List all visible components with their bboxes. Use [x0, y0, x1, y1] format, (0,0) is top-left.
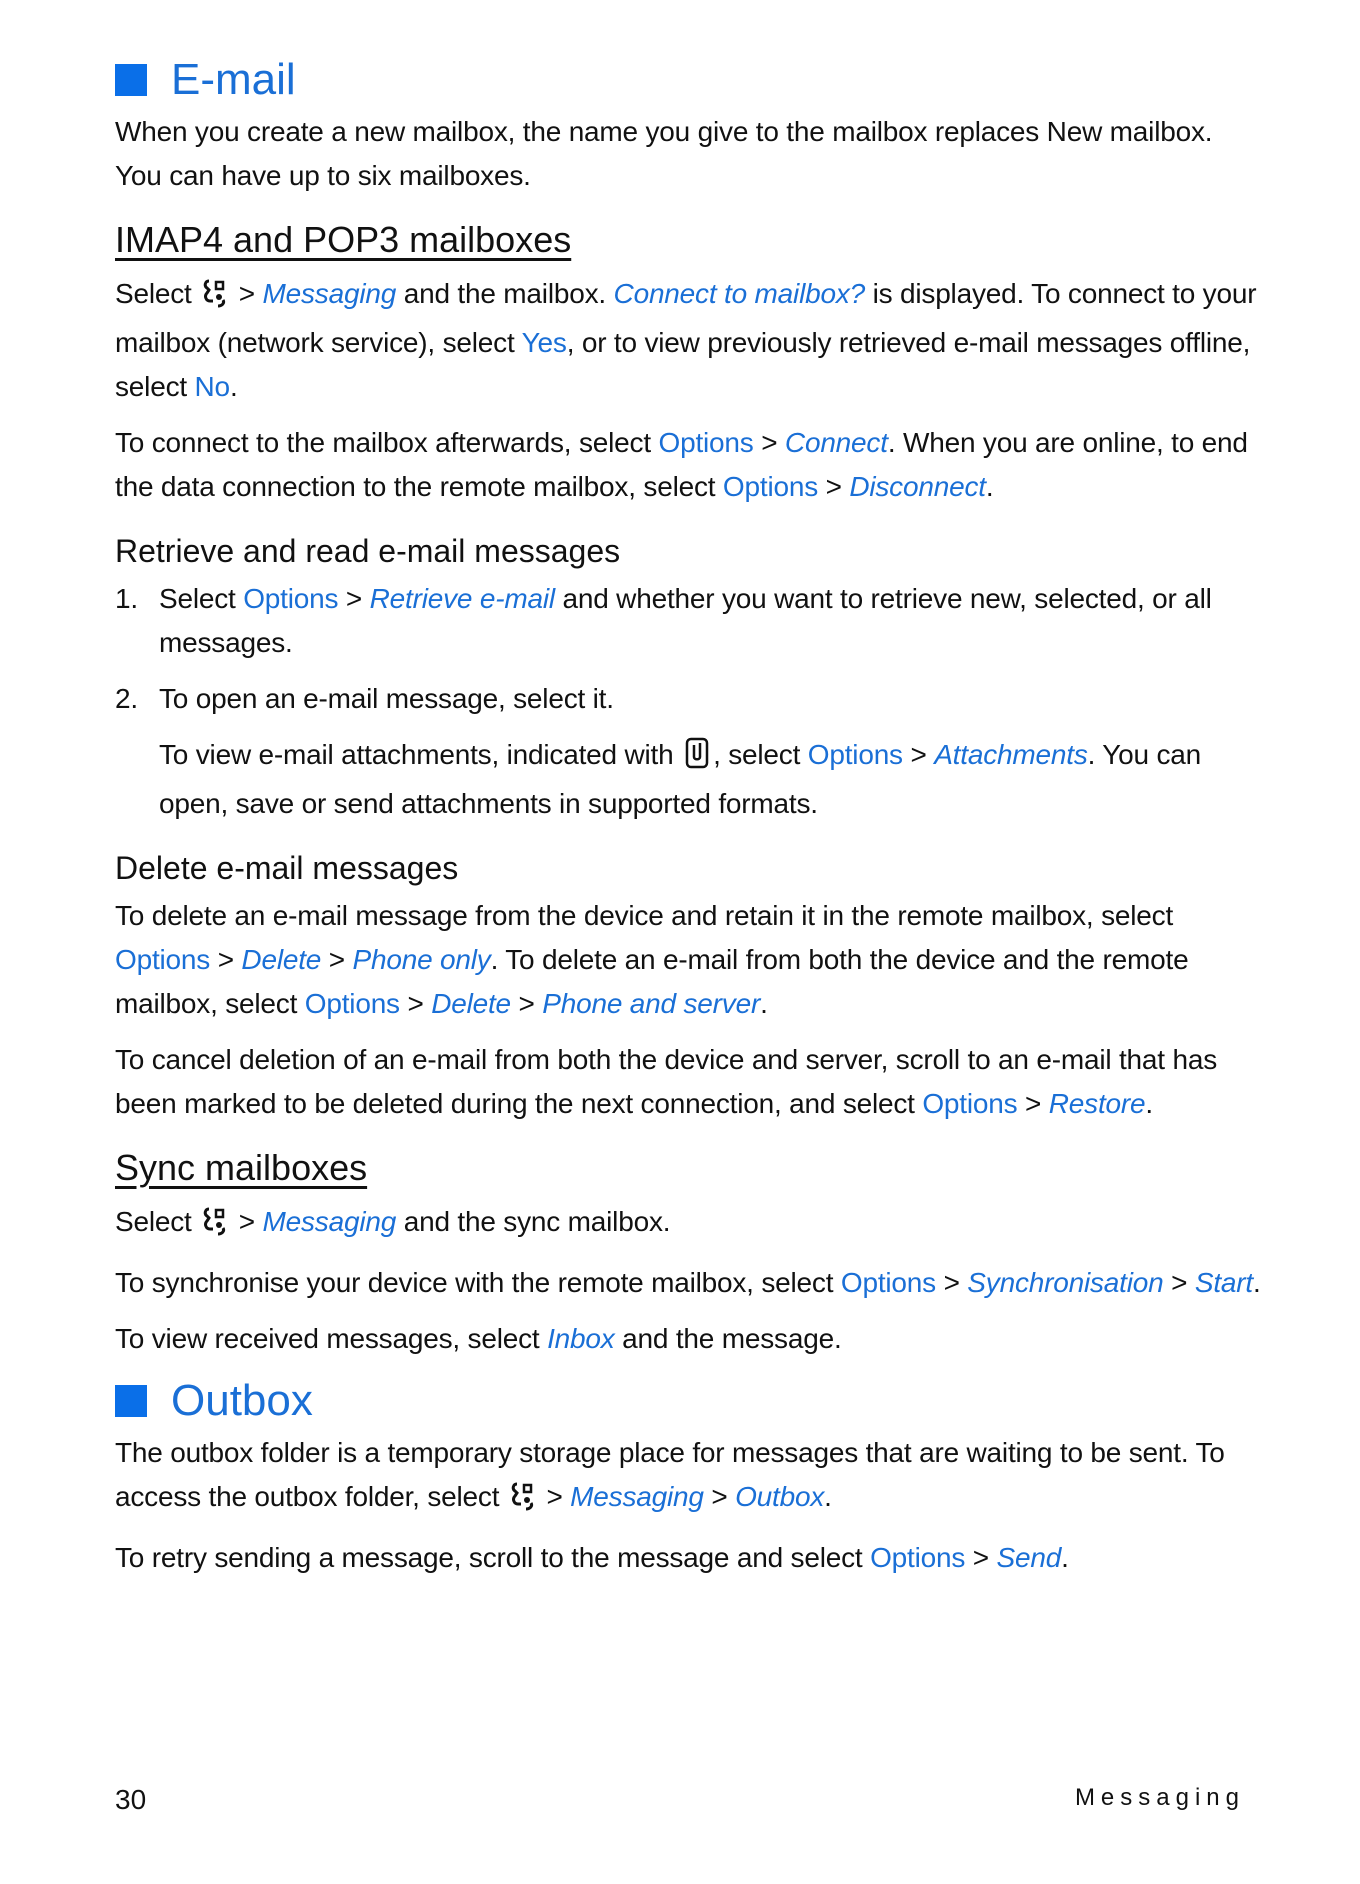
text-run: . You can open, save or send attachments in supported formats. — [159, 739, 1202, 819]
text-run: > — [338, 583, 370, 614]
ui-label: Options — [807, 739, 903, 770]
list-item — [115, 677, 1265, 721]
subheading: Delete e-mail messages — [115, 850, 459, 886]
section-heading — [115, 52, 1265, 108]
ui-label: Options — [304, 988, 400, 1019]
document-page — [115, 52, 1265, 1592]
text-run: To view received messages, select — [115, 1323, 548, 1354]
text-run: Select — [115, 278, 200, 309]
text-run: Select — [159, 583, 244, 614]
ui-label: Options — [922, 1088, 1018, 1119]
paragraph — [159, 733, 1265, 826]
paragraph — [115, 894, 1265, 1026]
menu-path-item: Connect to mailbox? — [613, 278, 866, 309]
paragraph — [115, 1317, 1265, 1361]
section-heading — [115, 1373, 1265, 1429]
subheading: Retrieve and read e-mail messages — [115, 533, 621, 569]
text-run: To connect to the mailbox afterwards, select — [115, 427, 659, 458]
paragraph — [115, 110, 1265, 198]
text-run: > — [703, 1481, 736, 1512]
list-item — [115, 577, 1265, 665]
heading-bullet-icon — [115, 1385, 147, 1417]
text-run: . — [824, 1481, 832, 1512]
text-run: > — [510, 988, 543, 1019]
text-run: is displayed. To connect to your mailbox (network service), select — [115, 278, 1257, 358]
text-run: To view e-mail attachments, indicated with — [159, 739, 682, 770]
text-run: , select — [713, 739, 808, 770]
text-run: > — [902, 739, 935, 770]
menu-path-item: Delete — [431, 988, 511, 1019]
text-run: and the mailbox. — [396, 278, 614, 309]
text-run: , or to view previously retrieved e-mail messages offline, select — [115, 327, 1251, 402]
ui-label: Options — [722, 471, 819, 502]
paragraph — [115, 1536, 1265, 1580]
text-run: . — [760, 988, 768, 1019]
menu-path-item: Messaging — [570, 1481, 704, 1512]
menu-path-item: Inbox — [547, 1323, 615, 1354]
paperclip-icon — [685, 737, 709, 782]
text-run: > — [231, 1206, 263, 1237]
text-run: > — [965, 1542, 997, 1573]
text-run: > — [210, 944, 242, 975]
menu-path-item: Disconnect — [849, 471, 986, 502]
text-run: and whether you want to retrieve new, selected, or all messages. — [159, 583, 1212, 658]
text-run: > — [753, 427, 785, 458]
ui-label: Options — [115, 944, 211, 975]
menu-key-icon — [511, 1480, 535, 1524]
menu-path-item: Synchronisation — [967, 1267, 1164, 1298]
section-name: Messaging — [1074, 1784, 1245, 1811]
menu-path-item: Phone and server — [542, 988, 761, 1019]
text-run: > — [538, 1481, 571, 1512]
menu-path-item: Connect — [784, 427, 888, 458]
list-number: 1. — [115, 583, 138, 614]
heading-text: E-mail — [171, 55, 296, 104]
menu-path-item: Start — [1194, 1267, 1253, 1298]
text-run: . To delete an e-mail from both the device and the remote mailbox, select — [115, 944, 1189, 1019]
menu-path-item: Messaging — [262, 1206, 397, 1237]
text-run: > — [935, 1267, 968, 1298]
text-run: > — [231, 278, 263, 309]
list-item-text — [159, 577, 1265, 665]
list-item-text — [159, 677, 614, 721]
text-run: . — [1145, 1088, 1154, 1119]
page-number: 30 — [115, 1784, 147, 1815]
text-run: > — [1163, 1267, 1195, 1298]
ui-label: Options — [840, 1267, 936, 1298]
paragraph — [115, 1261, 1265, 1305]
paragraph — [115, 1431, 1265, 1524]
menu-key-icon — [203, 1205, 227, 1249]
text-run: To cancel deletion of an e-mail from both the device and server, scroll to an e-mail that has been marked to be deleted during the next connection, and select — [115, 1044, 1217, 1119]
text-run: To open an e-mail message, select it. — [159, 683, 614, 714]
ui-label: Options — [658, 427, 754, 458]
ui-label: Yes — [521, 327, 567, 358]
text-run: When you create a new mailbox, the name you give to the mailbox replaces New mailbox. You can have up to six mailboxes. — [115, 116, 1213, 191]
paragraph — [115, 272, 1265, 409]
text-run: To retry sending a message, scroll to the message and select — [115, 1542, 871, 1573]
paragraph — [115, 1200, 1265, 1249]
menu-path-item: Attachments — [934, 739, 1088, 770]
text-run: > — [321, 944, 353, 975]
text-run: . — [1252, 1267, 1261, 1298]
text-run: . When you are online, to end the data connection to the remote mailbox, select — [115, 427, 1248, 502]
paragraph — [115, 1038, 1265, 1126]
heading-bullet-icon — [115, 64, 147, 96]
heading-text: Outbox — [171, 1376, 313, 1425]
menu-path-item: Phone only — [352, 944, 491, 975]
list-number: 2. — [115, 683, 138, 714]
text-run: > — [818, 471, 850, 502]
ui-label: Options — [870, 1542, 966, 1573]
ui-label: Options — [243, 583, 339, 614]
text-run: . — [985, 471, 994, 502]
text-run: and the message. — [614, 1323, 842, 1354]
text-run: > — [399, 988, 432, 1019]
menu-path-item: Send — [996, 1542, 1062, 1573]
text-run: . — [1061, 1542, 1069, 1573]
paragraph — [115, 421, 1265, 509]
menu-path-item: Restore — [1048, 1088, 1146, 1119]
text-run: > — [1017, 1088, 1049, 1119]
text-run: To delete an e-mail message from the device and retain it in the remote mailbox, select — [115, 900, 1174, 931]
text-run: To synchronise your device with the remote mailbox, select — [115, 1267, 841, 1298]
text-run: . — [229, 371, 238, 402]
menu-path-item: Messaging — [262, 278, 397, 309]
text-run: and the sync mailbox. — [396, 1206, 671, 1237]
subheading: IMAP4 and POP3 mailboxes — [115, 219, 572, 260]
menu-path-item: Outbox — [735, 1481, 825, 1512]
menu-path-item: Retrieve e-mail — [369, 583, 555, 614]
text-run: Select — [115, 1206, 200, 1237]
subheading: Sync mailboxes — [115, 1147, 368, 1188]
text-run: The outbox folder is a temporary storage place for messages that are waiting to be sent. To access the outbox folder, select — [115, 1437, 1225, 1512]
menu-key-icon — [203, 277, 227, 321]
menu-path-item: Delete — [241, 944, 322, 975]
ui-label: No — [194, 371, 230, 402]
